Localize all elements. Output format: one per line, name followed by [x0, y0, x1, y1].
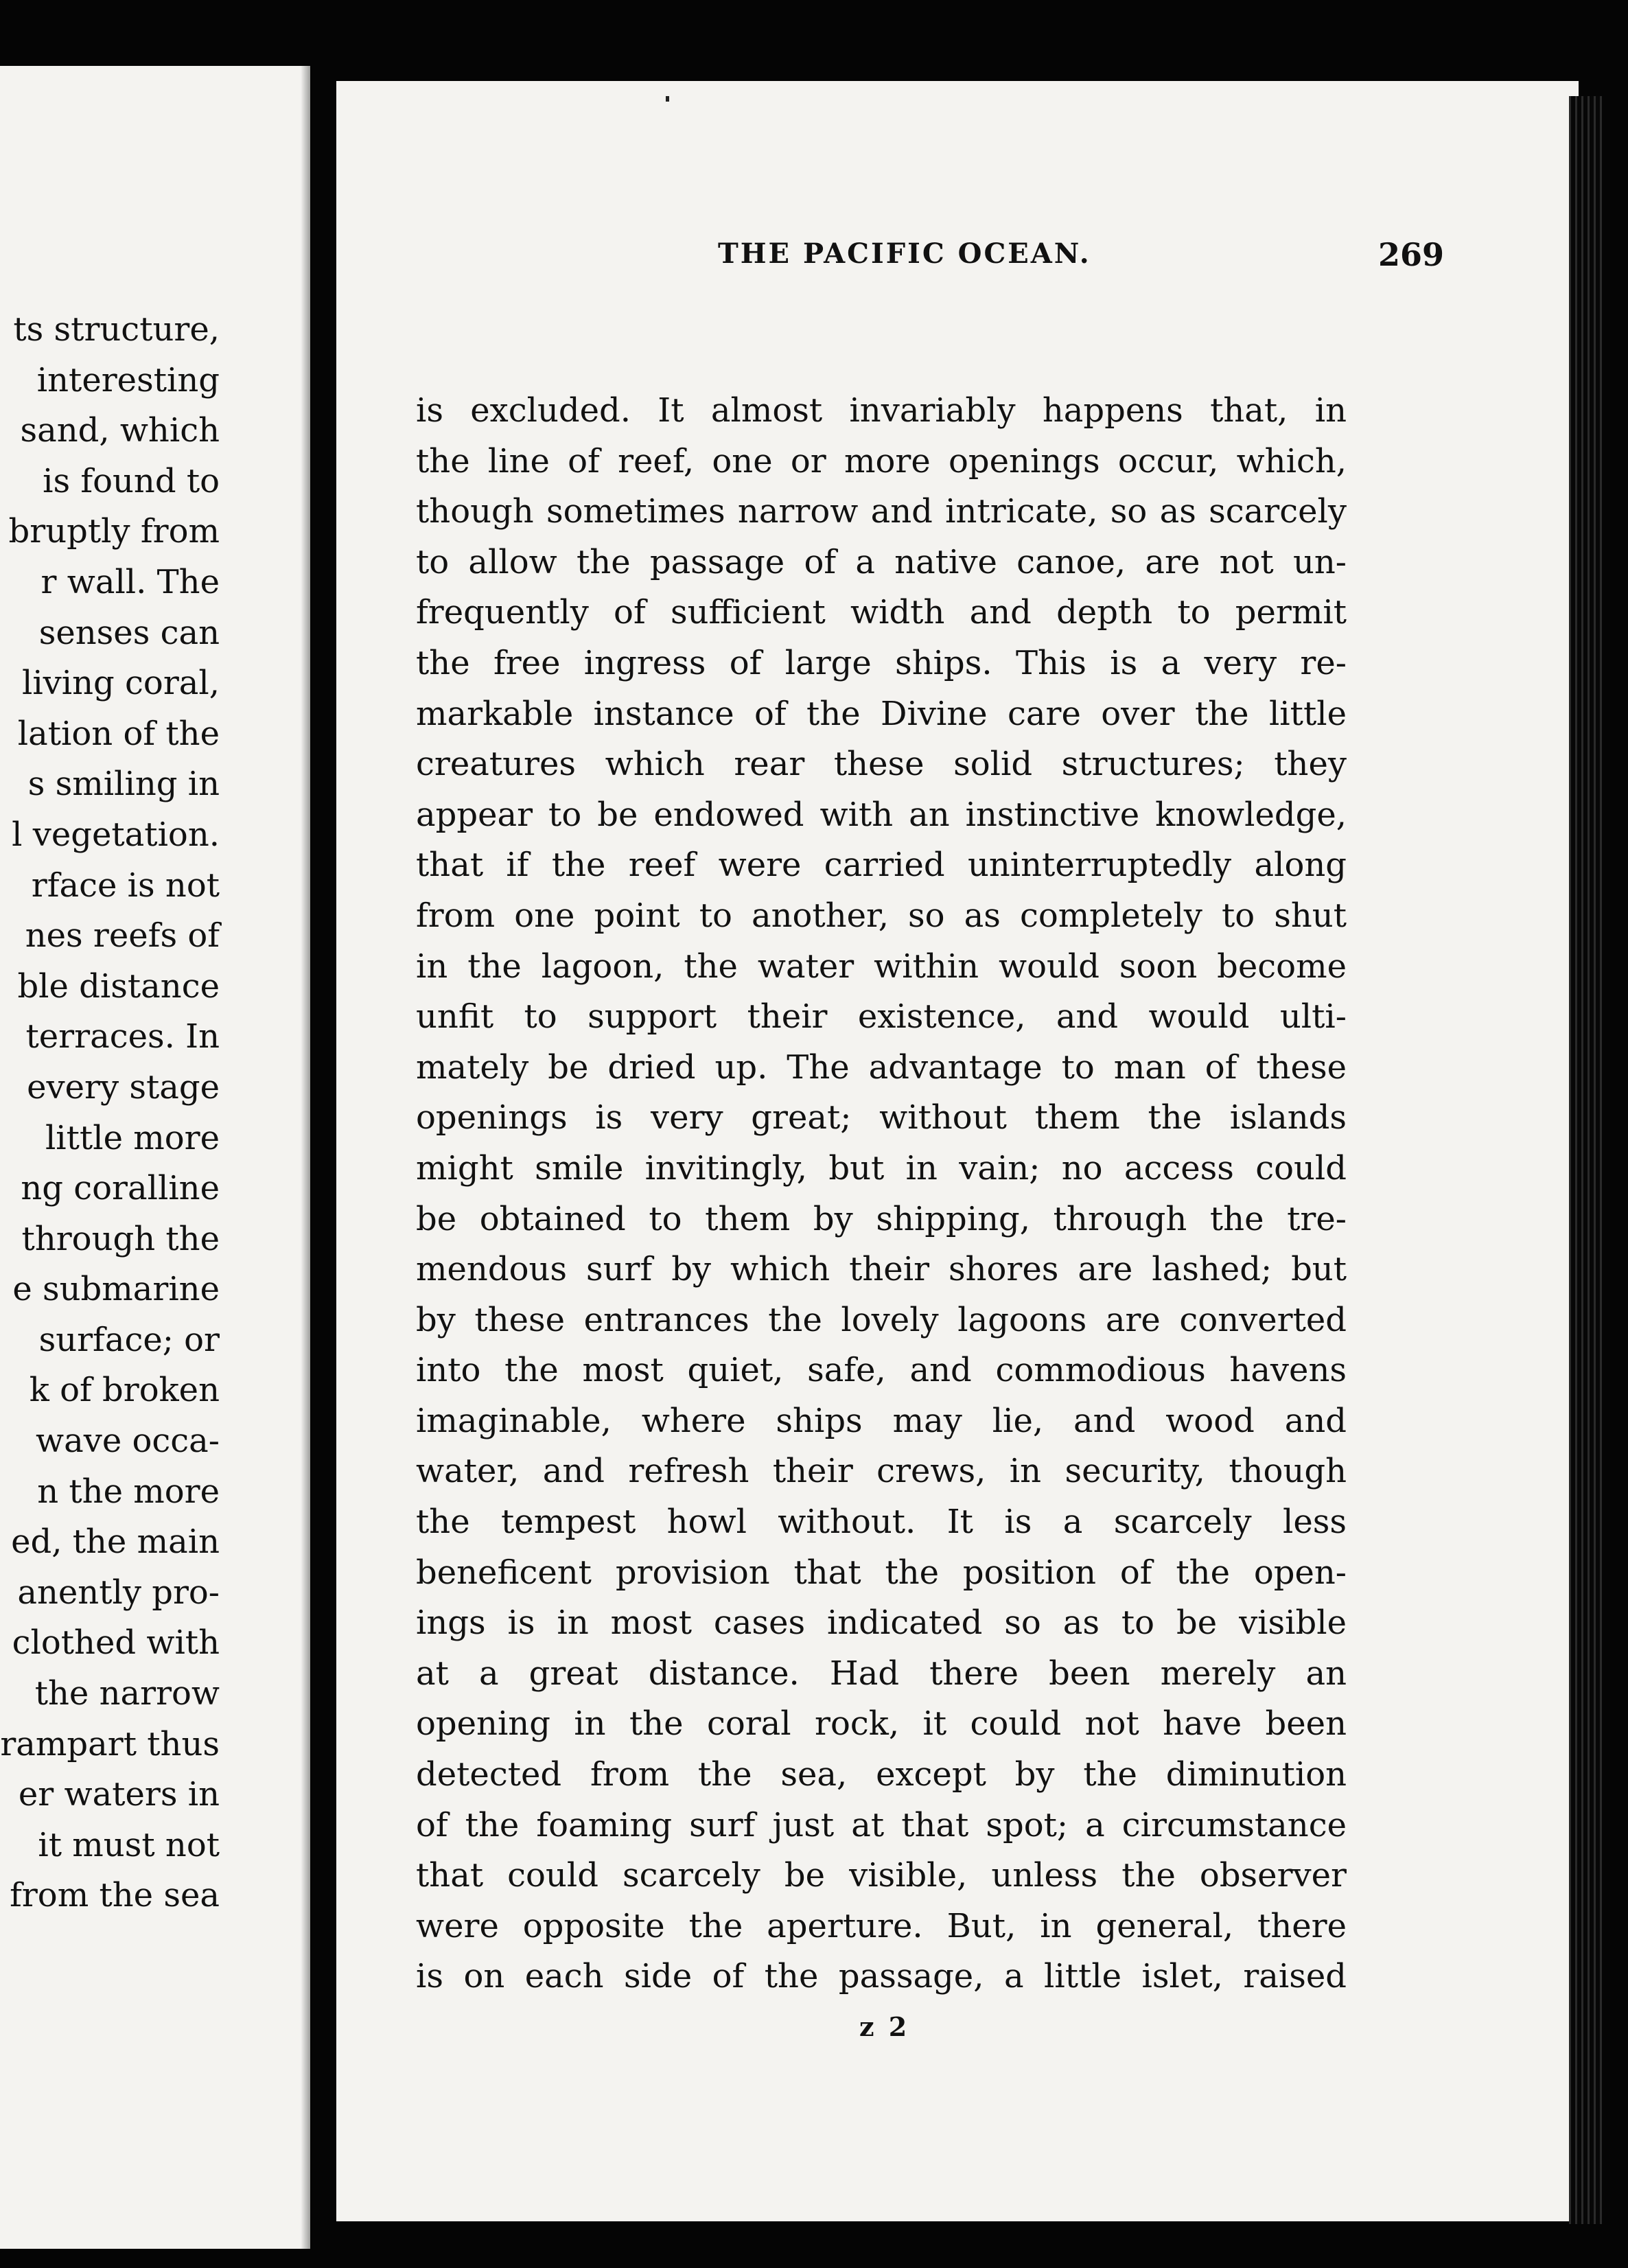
left-line: surface; or [38, 1320, 220, 1359]
main-page [336, 81, 1579, 2221]
page-number: 269 [1378, 236, 1445, 273]
left-line: ed, the main [11, 1523, 220, 1562]
text-line: by these entrances the lovely lagoons are converted [416, 1300, 1347, 1339]
left-page-fragment [0, 66, 310, 2249]
text-line: to allow the passage of a native canoe, are not un- [416, 542, 1347, 581]
text-line: the line of reef, one or more openings occur, which, [416, 441, 1347, 481]
left-line: little more [45, 1118, 220, 1157]
text-line: opening in the coral rock, it could not have been [416, 1704, 1347, 1744]
left-line: the narrow [34, 1674, 220, 1713]
text-line: water, and refresh their crews, in security, though [416, 1452, 1347, 1491]
left-line: living coral, [21, 664, 220, 703]
text-line: the tempest howl without. It is a scarcely less [416, 1503, 1347, 1542]
text-line: in the lagoon, the water within would soon become [416, 947, 1347, 986]
left-line: nes reefs of [25, 916, 220, 956]
text-line: might smile invitingly, but in vain; no access could [416, 1148, 1347, 1188]
text-line: were opposite the aperture. But, in general, there [416, 1906, 1347, 1945]
text-line: ings is in most cases indicated so as to be visible [416, 1604, 1347, 1643]
body-text [416, 386, 1347, 2002]
text-line: from one point to another, so as completely to shut [416, 896, 1347, 935]
page-edge-stack [1569, 96, 1602, 2224]
left-line: rface is not [31, 866, 220, 905]
text-line: creatures which rear these solid structures; they [416, 745, 1347, 784]
text-line: unfit to support their existence, and would ulti- [416, 997, 1347, 1037]
left-line: er waters in [18, 1775, 220, 1814]
left-line: ts structure, [13, 310, 220, 349]
left-line: terraces. In [25, 1017, 220, 1056]
left-line: wave occa- [36, 1422, 220, 1461]
left-line: k of broken [29, 1371, 220, 1410]
left-line: clothed with [12, 1623, 220, 1663]
left-line: r wall. The [40, 562, 220, 601]
left-line: senses can [38, 613, 220, 652]
text-line: mendous surf by which their shores are lashed; but [416, 1250, 1347, 1289]
text-line: detected from the sea, except by the diminution [416, 1755, 1347, 1794]
text-line: is on each side of the passage, a little islet, raised [416, 1957, 1347, 1996]
left-line: ng coralline [21, 1169, 220, 1208]
left-line: sand, which [20, 411, 220, 450]
text-line: that could scarcely be visible, unless the observer [416, 1856, 1347, 1895]
left-line: rampart thus [0, 1724, 220, 1763]
left-line: from the sea [10, 1876, 220, 1915]
left-line: l vegetation. [12, 815, 220, 854]
left-line: every stage [27, 1067, 220, 1107]
running-head-title: THE PACIFIC OCEAN. [718, 238, 1091, 270]
text-line: appear to be endowed with an instinctive knowledge, [416, 795, 1347, 834]
left-line: through the [21, 1219, 220, 1258]
text-line: frequently of sufficient width and depth to permit [416, 593, 1347, 632]
text-line: at a great distance. Had there been merely an [416, 1654, 1347, 1693]
text-line: is excluded. It almost invariably happens that, in [416, 391, 1347, 430]
text-line: beneficent provision that the position of the open- [416, 1553, 1347, 1592]
left-line: ble distance [17, 967, 220, 1006]
text-line: though sometimes narrow and intricate, so as scarcely [416, 492, 1347, 531]
text-line: markable instance of the Divine care over the little [416, 694, 1347, 733]
text-line: imaginable, where ships may lie, and wood and [416, 1401, 1347, 1440]
left-line: e submarine [12, 1270, 220, 1309]
text-line: mately be dried up. The advantage to man of these [416, 1048, 1347, 1087]
left-line: it must not [38, 1825, 220, 1864]
text-line: the free ingress of large ships. This is a very re- [416, 643, 1347, 682]
text-line: that if the reef were carried uninterruptedly along [416, 846, 1347, 885]
text-line: be obtained to them by shipping, through the tre- [416, 1199, 1347, 1238]
left-line: n the more [37, 1472, 220, 1511]
left-line: lation of the [17, 714, 220, 753]
text-line: into the most quiet, safe, and commodious havens [416, 1351, 1347, 1390]
left-line: bruptly from [8, 512, 220, 551]
left-page-text [0, 305, 220, 1921]
left-line: interesting [36, 360, 220, 400]
gutter-shadow [301, 66, 310, 2249]
left-line: is found to [43, 461, 220, 500]
text-line: openings is very great; without them the islands [416, 1098, 1347, 1137]
left-line: anently pro- [17, 1573, 220, 1612]
text-line: of the foaming surf just at that spot; a circumstance [416, 1805, 1347, 1844]
running-head [336, 238, 1579, 279]
print-speck [666, 96, 669, 102]
left-line: s smiling in [27, 765, 220, 804]
signature-mark: z 2 [859, 2011, 910, 2042]
